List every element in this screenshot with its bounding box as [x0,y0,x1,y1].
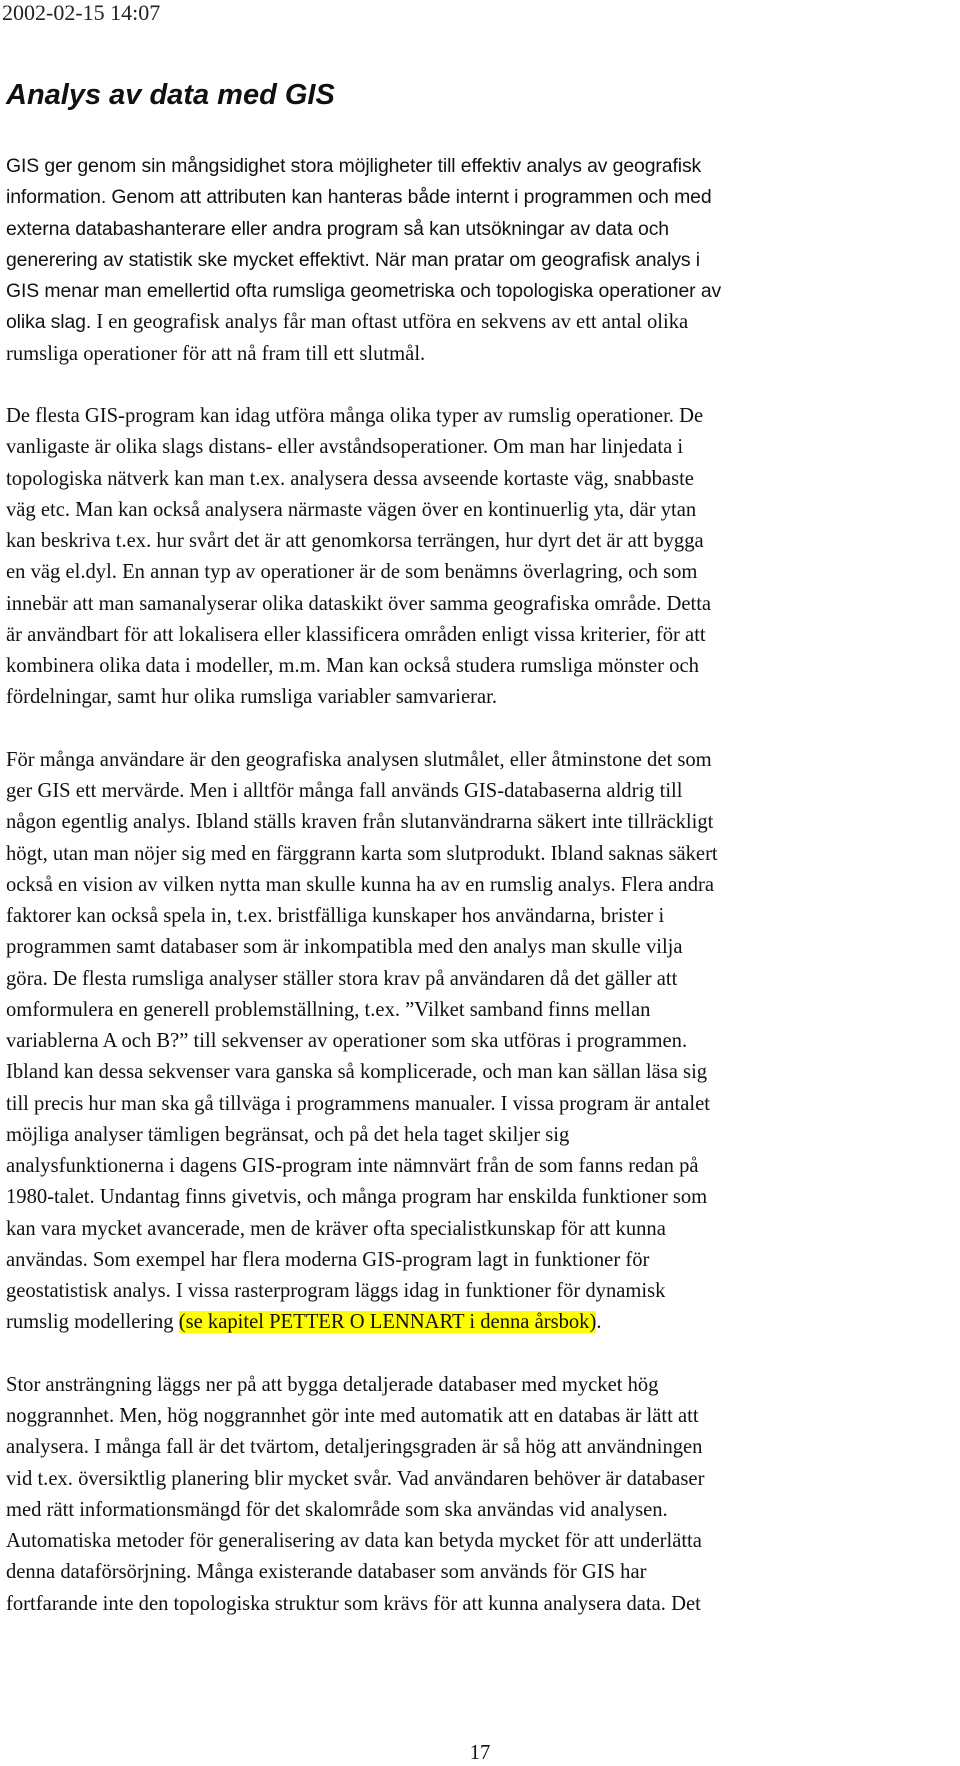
text-segment: När man pratar om geografisk analys i [369,248,701,271]
document-body [6,151,960,1620]
text-line: topologiska nätverk kan man t.ex. analysera dessa avseende kortaste väg, snabbaste [6,467,694,490]
text-line: information. Genom att attributen kan hanteras både internt i programmen och med [6,186,712,209]
text-segment: rumslig modellering [6,1311,179,1334]
text-line: fortfarande inte den topologiska struktur som krävs för att kunna analysera data. Det [6,1592,701,1615]
text-line: ger GIS ett mervärde. Men i alltför många fall används GIS-databaserna aldrig till [6,780,683,802]
text-line: rumsliga operationer för att nå fram till ett slutmål. [6,342,426,365]
text-line: 1980-talet. Undantag finns givetvis, och många program har enskilda funktioner som [6,1186,708,1209]
text-line: GIS ger genom sin mångsidighet stora möjligheter till effektiv analys av geografisk [6,155,702,177]
text-line: För många användare är den geografiska analysen slutmålet, eller åtminstone det som [6,748,712,771]
print-timestamp: 2002-02-15 14:07 [2,0,161,25]
paragraph-2 [6,401,960,714]
text-segment: . [596,1311,602,1334]
paragraph-3 [6,745,960,1339]
text-line: till precis hur man ska gå tillväga i programmens manualer. I vissa program är antalet [6,1092,710,1115]
text-line: De flesta GIS-program kan idag utföra många olika typer av rumslig operationer. De [6,405,704,427]
text-line: kombinera olika data i modeller, m.m. Man kan också studera rumsliga mönster och [6,655,699,677]
text-line: GIS menar man emellertid ofta rumsliga geometriska och topologiska operationer av [6,280,722,302]
text-line: kan beskriva t.ex. hur svårt det är att genomkorsa terrängen, hur dyrt det är att bygga [6,530,704,552]
text-line: analysfunktionerna i dagens GIS-program inte nämnvärt från de som fanns redan på [6,1155,699,1177]
text-line: faktorer kan också spela in, t.ex. bristfälliga kunskaper hos användarna, brister i [6,905,665,927]
text-line: innebär att man samanalyserar olika dataskikt över samma geografiska område. Detta [6,592,712,615]
text-line: är användbart för att lokalisera eller klassificera områden enligt vissa kriterier, för att [6,623,706,646]
text-line: högt, utan man nöjer sig med en färggrann karta som slutprodukt. Ibland saknas säkert [6,842,718,865]
text-line: användas. Som exempel har flera moderna GIS-program lagt in funktioner för [6,1248,650,1271]
paragraph-1 [6,151,960,370]
text-line [6,245,960,276]
text-line [6,307,960,338]
text-line: Automatiska metoder för generalisering av data kan betyda mycket för att underlätta [6,1530,702,1552]
text-line: väg etc. Man kan också analysera närmaste vägen över en kontinuerlig yta, där ytan [6,498,697,521]
text-line: noggrannhet. Men, hög noggrannhet gör inte med automatik att en databas är lätt att [6,1405,699,1427]
text-line: Ibland kan dessa sekvenser vara ganska så komplicerade, och man kan sällan läsa sig [6,1061,708,1084]
text-line: programmen samt databaser som är inkompatibla med den analys man skulle vilja [6,936,683,959]
text-line: med rätt informationsmängd för det skalområde som ska användas vid analysen. [6,1498,668,1521]
text-line: omformulera en generell problemställning, t.ex. ”Vilket samband finns mellan [6,998,651,1021]
text-line: externa databashanterare eller andra program så kan utsökningar av data och [6,217,669,240]
text-line: Stor ansträngning läggs ner på att bygga detaljerade databaser med mycket hög [6,1373,659,1396]
page-title: Analys av data med GIS [6,79,335,111]
text-line: kan vara mycket avancerade, men de kräver ofta specialistkunskap för att kunna [6,1217,666,1240]
text-line: geostatistisk analys. I vissa rasterprogram läggs idag in funktioner för dynamisk [6,1280,666,1302]
text-segment: olika slag. [6,311,92,334]
text-line: göra. De flesta rumsliga analyser ställer stora krav på användaren då det gäller att [6,967,678,990]
text-line: möjliga analyser tämligen begränsat, och på det hela taget skiljer sig [6,1123,570,1146]
text-line: variablerna A och B?” till sekvenser av operationer som ska utföras i programmen. [6,1030,688,1052]
text-line: analysera. I många fall är det tvärtom, detaljeringsgraden är så hög att användningen [6,1436,703,1459]
text-line: också en vision av vilken nytta man skulle kunna ha av en rumslig analys. Flera andra [6,873,715,896]
text-line: en väg el.dyl. En annan typ av operationer är de som benämns överlagring, och som [6,561,698,584]
text-segment: I en geografisk analys får man oftast utföra en sekvens av ett antal olika [91,311,689,334]
page-number: 17 [469,1742,491,1764]
text-line: vanligaste är olika slags distans- eller avståndsoperationer. Om man har linjedata i [6,436,684,459]
paragraph-4 [6,1370,960,1620]
text-line: fördelningar, samt hur olika rumsliga variabler samvarierar. [6,686,497,709]
highlighted-reference: (se kapitel PETTER O LENNART i denna årsbok) [178,1311,597,1334]
text-line: denna dataförsörjning. Många existerande databaser som används för GIS har [6,1561,647,1584]
text-line: vid t.ex. översiktlig planering blir mycket svår. Vad användaren behöver är databaser [6,1467,705,1490]
text-line [6,1307,960,1338]
text-line: någon egentlig analys. Ibland ställs kraven från slutanvändrarna säkert inte tillräckligt [6,811,714,834]
text-segment: generering av statistik ske mycket effektivt. [6,248,370,271]
